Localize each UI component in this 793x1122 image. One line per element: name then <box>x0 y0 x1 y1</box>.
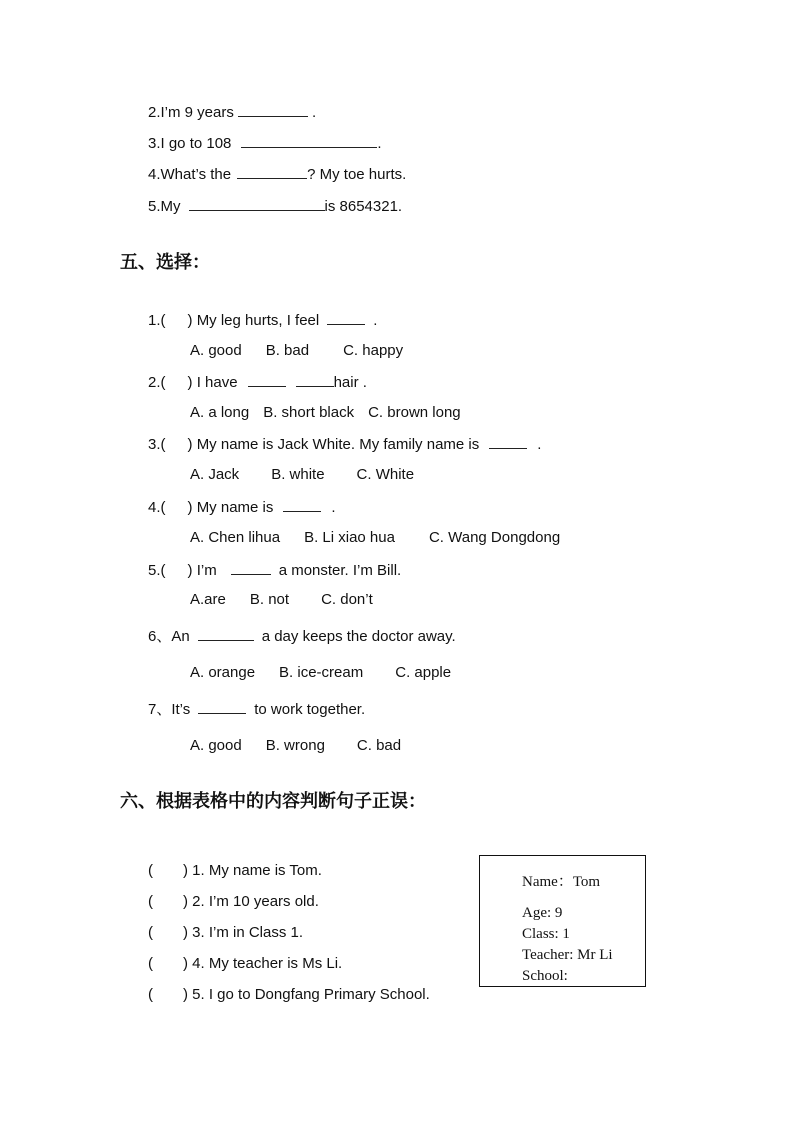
option-b[interactable]: B. ice-cream <box>279 664 364 681</box>
option-a[interactable]: A.are <box>190 591 226 608</box>
answer-blank[interactable] <box>238 102 308 117</box>
info-name: Name：Tom <box>522 874 601 890</box>
answer-paren[interactable] <box>153 954 183 968</box>
answer-paren[interactable] <box>153 985 183 999</box>
info-age: Age: 9 <box>522 905 563 921</box>
question-4-options <box>190 528 560 548</box>
question-2: 2.( ) I have hair . <box>148 374 367 391</box>
option-a[interactable]: A. good <box>190 737 242 754</box>
statement-3: ( ) 3. I’m in Class 1. <box>148 924 304 941</box>
answer-blank[interactable] <box>189 196 325 211</box>
option-b[interactable]: B. short black <box>263 404 355 421</box>
option-c[interactable]: C. bad <box>356 737 402 754</box>
option-b[interactable]: B. white <box>271 466 325 483</box>
question-5-options <box>190 590 373 610</box>
question-3-options <box>190 465 414 485</box>
answer-blank[interactable] <box>231 560 271 575</box>
answer-blank[interactable] <box>237 164 307 179</box>
answer-paren[interactable] <box>153 861 183 875</box>
question-6-options <box>190 663 451 683</box>
fill-in-line-4: 4.What’s the ? My toe hurts. <box>148 166 407 183</box>
fill-in-line-3: 3.I go to 108 . <box>148 135 382 152</box>
answer-blank[interactable] <box>489 434 527 449</box>
option-b[interactable]: B. bad <box>265 342 310 359</box>
option-a[interactable]: A. a long <box>190 404 250 421</box>
answer-paren[interactable] <box>166 498 188 512</box>
option-b[interactable]: B. wrong <box>265 737 325 754</box>
option-b[interactable]: B. not <box>249 591 290 608</box>
question-6: 6、An a day keeps the doctor away. <box>148 628 456 645</box>
option-a[interactable]: A. orange <box>190 664 256 681</box>
section-6-title: 六、根据表格中的内容判断句子正误： <box>120 791 426 812</box>
answer-blank[interactable] <box>248 372 286 387</box>
answer-blank[interactable] <box>198 699 246 714</box>
answer-paren[interactable] <box>166 311 188 325</box>
question-7-options <box>190 736 401 756</box>
question-4: 4.( ) My name is . <box>148 499 336 516</box>
answer-paren[interactable] <box>166 561 188 575</box>
statement-4: ( ) 4. My teacher is Ms Li. <box>148 955 343 972</box>
info-teacher: Teacher: Mr Li <box>522 947 613 963</box>
option-a[interactable]: A. Chen lihua <box>190 529 281 546</box>
answer-blank[interactable] <box>283 497 321 512</box>
option-a[interactable]: A. good <box>190 342 242 359</box>
section-5-title: 五、选择： <box>120 252 210 273</box>
question-3: 3.( ) My name is Jack White. My family name is . <box>148 436 542 453</box>
statement-5: ( ) 5. I go to Dongfang Primary School. <box>148 986 430 1003</box>
question-7: 7、It’s to work together. <box>148 701 366 718</box>
option-b[interactable]: B. Li xiao hua <box>304 529 395 546</box>
option-a[interactable]: A. Jack <box>190 466 240 483</box>
statement-1: ( ) 1. My name is Tom. <box>148 862 322 879</box>
fill-in-line-5: 5.My is 8654321. <box>148 198 403 215</box>
option-c[interactable]: C. happy <box>343 342 404 359</box>
answer-paren[interactable] <box>153 892 183 906</box>
info-class: Class: 1 <box>522 926 570 942</box>
answer-paren[interactable] <box>166 435 188 449</box>
option-c[interactable]: C. Wang Dongdong <box>428 529 561 546</box>
answer-blank[interactable] <box>327 310 365 325</box>
option-c[interactable]: C. White <box>356 466 415 483</box>
statement-2: ( ) 2. I’m 10 years old. <box>148 893 319 910</box>
question-1: 1.( ) My leg hurts, I feel . <box>148 312 378 329</box>
option-c[interactable]: C. don’t <box>321 591 373 608</box>
answer-blank[interactable] <box>296 372 334 387</box>
option-c[interactable]: C. apple <box>395 664 452 681</box>
answer-blank[interactable] <box>198 626 254 641</box>
question-1-options <box>190 341 403 361</box>
info-table <box>479 855 646 987</box>
option-c[interactable]: C. brown long <box>368 404 461 421</box>
answer-blank[interactable] <box>241 133 377 148</box>
answer-paren[interactable] <box>153 923 183 937</box>
fill-in-line-2: 2.I’m 9 years . <box>148 104 317 121</box>
question-5: 5.( ) I’m a monster. I’m Bill. <box>148 562 402 579</box>
question-2-options <box>190 403 461 423</box>
info-school: School: <box>522 968 568 984</box>
answer-paren[interactable] <box>166 373 188 387</box>
